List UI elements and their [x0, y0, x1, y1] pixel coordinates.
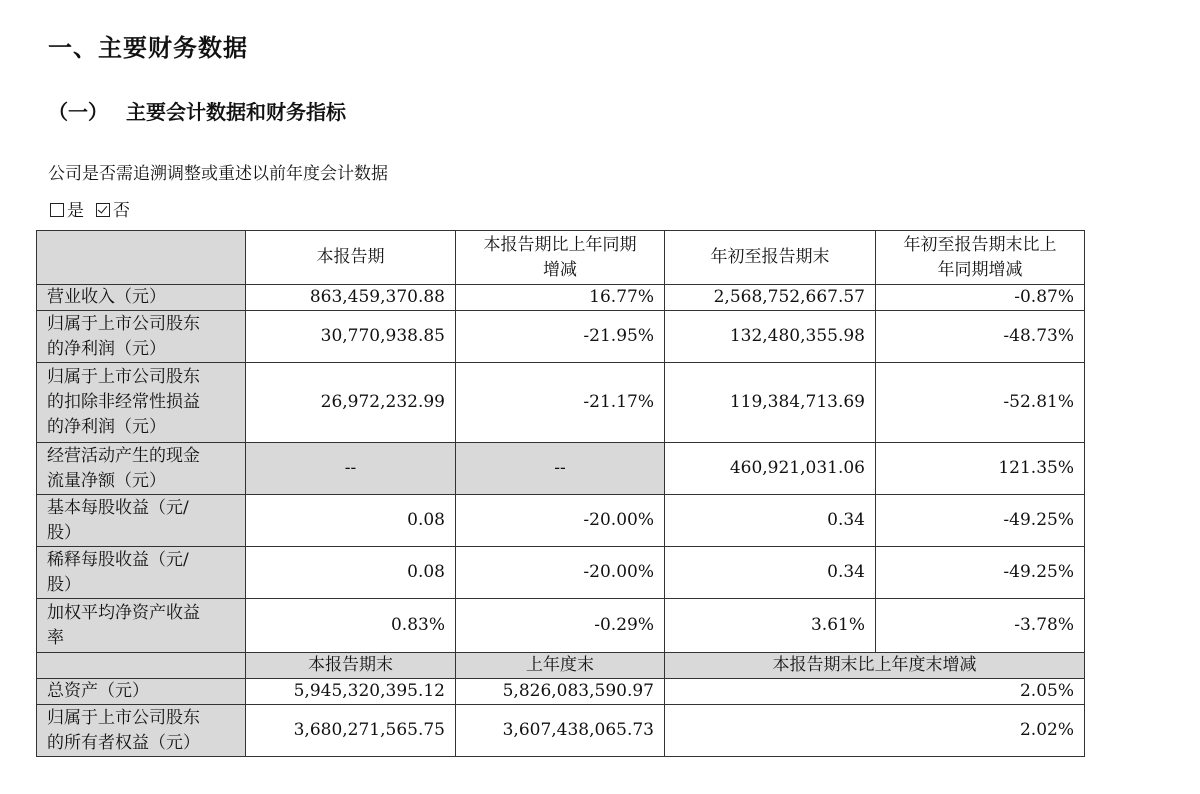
cell-value: -3.78% — [876, 599, 1085, 653]
cell-value: 132,480,355.98 — [665, 311, 876, 363]
cell-value: 119,384,713.69 — [665, 363, 876, 443]
cell-value: 3,680,271,565.75 — [246, 705, 456, 757]
table-header-row — [37, 231, 1085, 285]
cell-value: 0.83% — [246, 599, 456, 653]
table-row — [37, 705, 1085, 757]
row-label: 经营活动产生的现金 流量净额（元） — [37, 443, 246, 495]
row-label: 加权平均净资产收益 率 — [37, 599, 246, 653]
cell-value: 3.61% — [665, 599, 876, 653]
table-header-row-2 — [37, 653, 1085, 679]
cell-value: 5,945,320,395.12 — [246, 679, 456, 705]
financial-data-table — [36, 230, 1085, 757]
cell-value: -0.87% — [876, 285, 1085, 311]
checkbox-no[interactable] — [96, 203, 110, 217]
cell-value: -21.95% — [456, 311, 665, 363]
header-blank-cell — [37, 231, 246, 285]
row-label: 归属于上市公司股东 的净利润（元） — [37, 311, 246, 363]
option-yes-label: 是 — [67, 201, 84, 221]
cell-value: -49.25% — [876, 495, 1085, 547]
restatement-options — [50, 196, 142, 221]
header2-prior-year-end: 上年度末 — [456, 653, 665, 679]
table-row — [37, 599, 1085, 653]
cell-value: 863,459,370.88 — [246, 285, 456, 311]
table-row — [37, 495, 1085, 547]
row-label: 归属于上市公司股东 的所有者权益（元） — [37, 705, 246, 757]
subsection-number: （一） — [48, 100, 108, 124]
cell-value: 0.08 — [246, 495, 456, 547]
header-ytd: 年初至报告期末 — [665, 231, 876, 285]
table-row — [37, 311, 1085, 363]
table-row — [37, 363, 1085, 443]
header2-period-end: 本报告期末 — [246, 653, 456, 679]
header-current-change: 本报告期比上年同期 增减 — [456, 231, 665, 285]
cell-value: 0.34 — [665, 495, 876, 547]
cell-value: -0.29% — [456, 599, 665, 653]
cell-value: -49.25% — [876, 547, 1085, 599]
table-row — [37, 285, 1085, 311]
restatement-question: 公司是否需追溯调整或重述以前年度会计数据 — [48, 164, 388, 184]
row-label: 归属于上市公司股东 的扣除非经常性损益 的净利润（元） — [37, 363, 246, 443]
header2-change: 本报告期末比上年度末增减 — [665, 653, 1085, 679]
cell-value: 30,770,938.85 — [246, 311, 456, 363]
section-heading: 一、主要财务数据 — [48, 34, 248, 62]
header-ytd-change: 年初至报告期末比上 年同期增减 — [876, 231, 1085, 285]
subsection-title: 主要会计数据和财务指标 — [126, 100, 346, 124]
row-label: 基本每股收益（元/ 股） — [37, 495, 246, 547]
cell-value: -20.00% — [456, 547, 665, 599]
cell-value: 460,921,031.06 — [665, 443, 876, 495]
row-label: 总资产（元） — [37, 679, 246, 705]
subsection-heading — [48, 96, 346, 125]
checkbox-yes[interactable] — [50, 203, 64, 217]
cell-value: 5,826,083,590.97 — [456, 679, 665, 705]
table-row — [37, 547, 1085, 599]
option-no-label: 否 — [113, 201, 130, 221]
cell-value: -20.00% — [456, 495, 665, 547]
cell-value: -- — [456, 443, 665, 495]
cell-value: -21.17% — [456, 363, 665, 443]
cell-value: -48.73% — [876, 311, 1085, 363]
table-row — [37, 679, 1085, 705]
header-current-period: 本报告期 — [246, 231, 456, 285]
cell-value: -- — [246, 443, 456, 495]
cell-value: 2.05% — [665, 679, 1085, 705]
cell-value: 0.34 — [665, 547, 876, 599]
cell-value: -52.81% — [876, 363, 1085, 443]
cell-value: 2.02% — [665, 705, 1085, 757]
cell-value: 0.08 — [246, 547, 456, 599]
header2-blank-cell — [37, 653, 246, 679]
cell-value: 3,607,438,065.73 — [456, 705, 665, 757]
table-row — [37, 443, 1085, 495]
cell-value: 16.77% — [456, 285, 665, 311]
cell-value: 26,972,232.99 — [246, 363, 456, 443]
row-label: 营业收入（元） — [37, 285, 246, 311]
row-label: 稀释每股收益（元/ 股） — [37, 547, 246, 599]
cell-value: 2,568,752,667.57 — [665, 285, 876, 311]
cell-value: 121.35% — [876, 443, 1085, 495]
